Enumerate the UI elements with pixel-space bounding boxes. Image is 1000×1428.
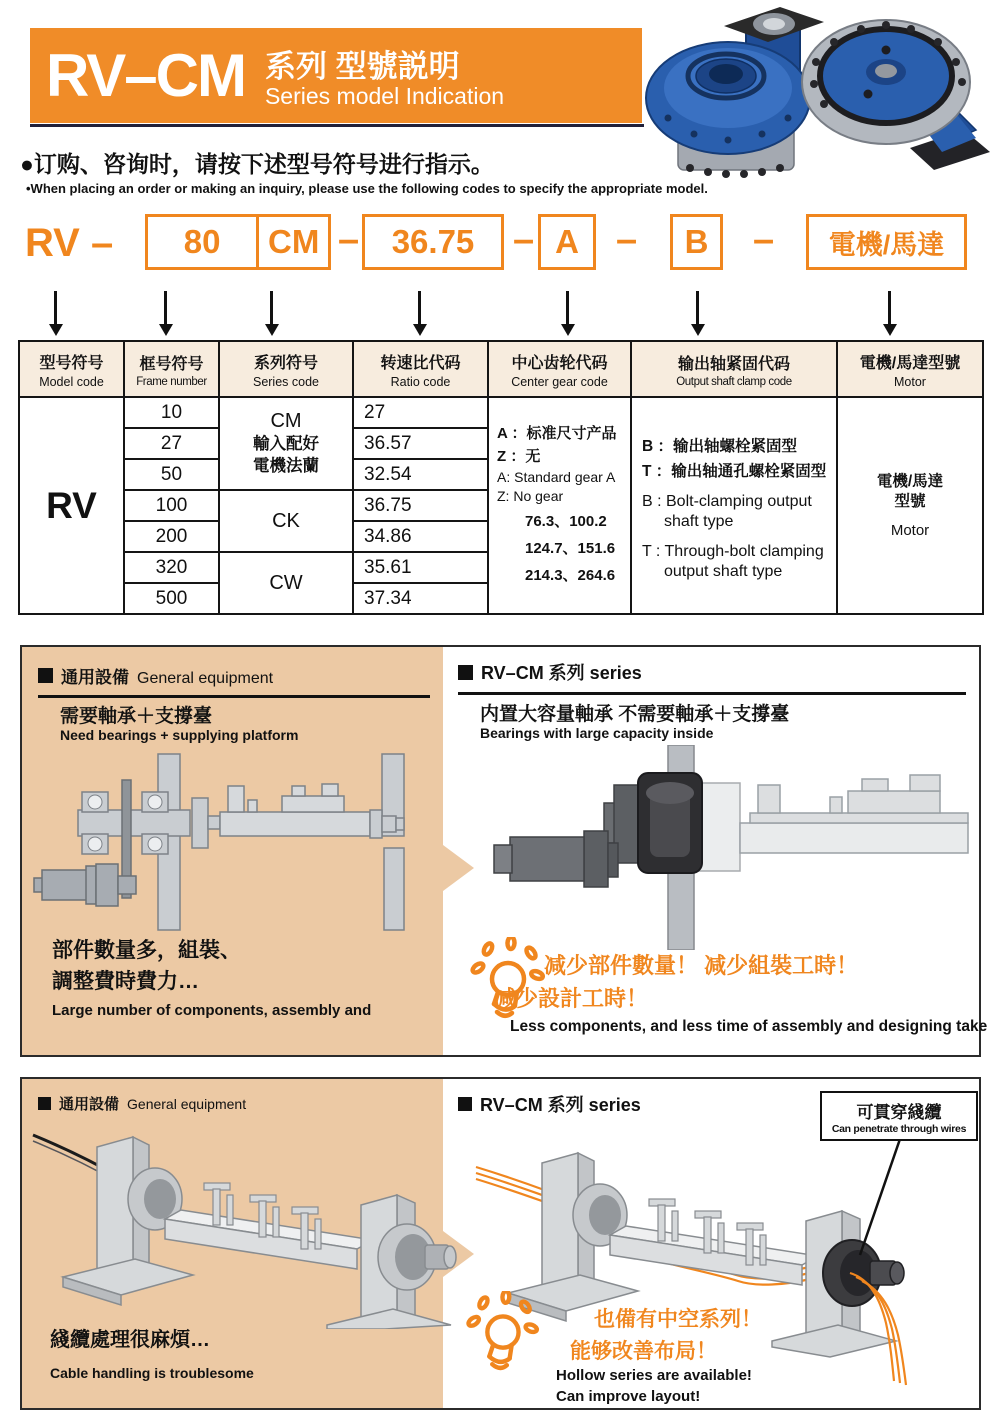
header-divider	[30, 124, 644, 127]
code-box-motor	[806, 214, 967, 270]
rvcm-equipment-illustration	[458, 745, 978, 950]
down-arrow	[696, 291, 699, 324]
model-code-row	[0, 214, 1000, 278]
cell-output-clamp: B ：输出轴螺栓紧固型 T ：输出轴通孔螺栓紧固型 B : Bolt-clamping output shaft type T : Through-bolt clamping output shaft type	[631, 397, 837, 614]
code-box-clamp	[670, 214, 723, 270]
cell-series-cm: CM 輸入配好 電機法蘭	[219, 397, 353, 490]
col-header-series-code: 系列符号 Series code	[219, 341, 353, 397]
down-arrow	[888, 291, 891, 324]
general-fixture-illustration	[27, 1119, 457, 1329]
code-frame: 80	[183, 223, 221, 260]
intro-text-en: •When placing an order or making an inquiry, please use the following codes to specify the appropriate model.	[26, 181, 708, 196]
general-equipment-illustration	[30, 752, 455, 932]
code-dash: –	[338, 219, 360, 261]
col-header-center-gear-code: 中心齿轮代码 Center gear code	[488, 341, 631, 397]
callout-penetrate-wires: 可貫穿綫纜 Can penetrate through wires	[820, 1091, 978, 1141]
cell-ratio: 27	[353, 397, 488, 428]
code-box-ratio	[362, 214, 504, 270]
cell-motor: 電機/馬達 型號 Motor	[837, 397, 983, 614]
down-arrow	[566, 291, 569, 324]
page-subtitle-cn: 系列 型號説明	[264, 49, 460, 84]
panel1-right-subtitle-cn: 内置大容量軸承 不需要軸承＋支撐臺	[480, 704, 790, 725]
panel1-benefit-en: Less components, and less time of assembly and designing take	[510, 1018, 988, 1035]
panel2-benefit-en1: Hollow series are available!	[556, 1367, 752, 1384]
down-arrow	[270, 291, 273, 324]
cell-frame: 50	[124, 459, 219, 490]
col-header-motor: 電機/馬達型號 Motor	[837, 341, 983, 397]
panel1-benefit-cn1: 减少部件數量！ 减少組裝工時！	[544, 953, 859, 978]
panel2-left-note-en: Cable handling is troublesome	[50, 1365, 254, 1381]
model-code-table	[18, 340, 984, 615]
cell-ratio: 34.86	[353, 521, 488, 552]
cell-ratio: 35.61	[353, 552, 488, 583]
panel2-right-header: RV–CM 系列 series	[458, 1091, 641, 1117]
code-box-gear	[538, 214, 596, 270]
cell-frame: 27	[124, 428, 219, 459]
panel1-left-subtitle-cn: 需要軸承＋支撐臺	[60, 706, 213, 727]
code-dash: –	[616, 219, 638, 261]
down-arrow	[54, 291, 57, 324]
panel1-left-header: 通用設備 General equipment	[38, 663, 430, 698]
col-header-output-shaft-clamp-code: 输出轴紧固代码 Output shaft clamp code	[631, 341, 837, 397]
code-series: CM	[256, 217, 328, 267]
cell-ratio: 36.75	[353, 490, 488, 521]
square-bullet-icon	[458, 665, 473, 680]
page-title: RV–CM	[46, 42, 245, 109]
panel1-left-note-cn: 部件數量多，組裝、 調整費時費力…	[52, 939, 241, 993]
square-bullet-icon	[458, 1097, 472, 1111]
panel1-left-note-en: Large number of components, assembly and	[52, 1002, 372, 1019]
intro-text-cn: ●订购、咨询时，请按下述型号符号进行指示。	[20, 151, 494, 177]
code-ratio: 36.75	[391, 223, 475, 260]
panel2-left-header: 通用設備 General equipment	[38, 1093, 246, 1114]
code-motor: 電機/馬達	[828, 229, 945, 260]
code-clamp: B	[684, 223, 709, 260]
cell-series-cw: CW	[219, 552, 353, 614]
cell-frame: 320	[124, 552, 219, 583]
panel1-benefit-cn2: 减少設計工時！	[494, 986, 649, 1011]
code-dash: –	[753, 219, 775, 261]
cell-ratio: 32.54	[353, 459, 488, 490]
cell-series-ck: CK	[219, 490, 353, 552]
product-image-right	[802, 20, 990, 170]
panel2-benefit-cn2: 能够改善布局！	[570, 1340, 717, 1363]
cell-model-code: RV	[19, 397, 124, 614]
col-header-model-code: 型号符号 Model code	[19, 341, 124, 397]
col-header-frame-number: 框号符号 Frame number	[124, 341, 219, 397]
panel1-right-subtitle-en: Bearings with large capacity inside	[480, 725, 714, 741]
comparison-panel-bearings	[20, 645, 988, 1057]
cell-frame: 500	[124, 583, 219, 614]
code-dash: –	[513, 219, 535, 261]
square-bullet-icon	[38, 668, 53, 683]
code-box-frame-series	[145, 214, 331, 270]
panel2-benefit-en2: Can improve layout!	[556, 1388, 701, 1405]
cell-ratio: 37.34	[353, 583, 488, 614]
page-subtitle	[265, 41, 504, 110]
page-subtitle-en: Series model Indication	[264, 83, 505, 109]
cell-center-gear: A ：标准尺寸产品 Z ：无 A: Standard gear A Z: No gear 76.3、100.2 124.7、151.6 214.3、264.6	[488, 397, 631, 614]
col-header-ratio-code: 转速比代码 Ratio code	[353, 341, 488, 397]
comparison-panel-cables	[20, 1077, 981, 1410]
panel1-left-subtitle-en: Need bearings + supplying platform	[60, 727, 299, 743]
code-gear: A	[555, 223, 579, 260]
table-row	[19, 397, 983, 428]
product-images	[628, 2, 990, 194]
table-header-row	[19, 341, 983, 397]
cell-frame: 100	[124, 490, 219, 521]
cell-ratio: 36.57	[353, 428, 488, 459]
down-arrow	[418, 291, 421, 324]
panel2-benefit-cn1: 也備有中空系列！	[594, 1308, 762, 1331]
code-prefix: RV –	[25, 221, 114, 265]
header-banner	[30, 28, 642, 123]
down-arrow	[164, 291, 167, 324]
panel1-right-header: RV–CM 系列 series	[458, 659, 966, 695]
product-image-left	[646, 7, 824, 178]
lightbulb-icon	[462, 1291, 540, 1379]
square-bullet-icon	[38, 1097, 51, 1110]
cell-frame: 200	[124, 521, 219, 552]
cell-frame: 10	[124, 397, 219, 428]
panel2-left-note-cn: 綫纜處理很麻煩…	[50, 1329, 210, 1351]
